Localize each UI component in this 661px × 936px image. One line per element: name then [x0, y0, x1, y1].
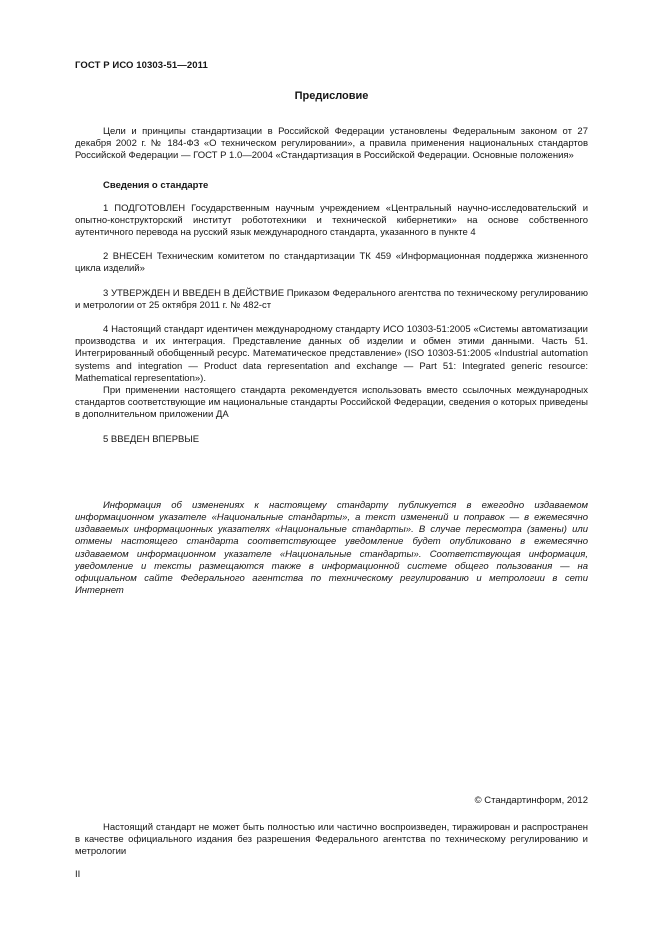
page-number: II [75, 869, 81, 880]
standard-item-4: 4 Настоящий стандарт идентичен международному стандарту ИСО 10303-51:2005 «Системы автоматизации производства и их интеграция. Представление данных об изделии и обмен этими данными. Часть 51. Интегрированный обобщенный ресурс. Математическое представление» (ISO 10303-51:2005 «Industrial automation systems and integration — Product data representation and exchange — Part 51: Integrated generic resource: Mathematical representation»). [75, 324, 588, 384]
intro-paragraph: Цели и принципы стандартизации в Российской Федерации установлены Федеральным законом от 27 декабря 2002 г. № 184-ФЗ «О техническом регулировании», а правила применения национальных стандартов Российской Федерации — ГОСТ Р 1.0—2004 «Стандартизация в Российской Федерации. Основные положения» [75, 126, 588, 162]
changes-note-paragraph: Информация об изменениях к настоящему стандарту публикуется в ежегодно издаваемом информационном указателе «Национальные стандарты», а текст изменений и поправок — в ежемесячно издаваемых информационных указателях «Национальные стандарты». В случае пересмотра (замены) или отмены настоящего стандарта соответствующее уведомление будет опубликовано в ежемесячно издаваемом информационном указателе «Национальные стандарты». Соответствующая информация, уведомление и тексты размещаются также в информационной системе общего пользования — на официальном сайте Федерального агентства по техническому регулированию и метрологии в сети Интернет [75, 499, 588, 597]
doc-number: ГОСТ Р ИСО 10303-51—2011 [75, 60, 208, 71]
copyright-notice: © Стандартинформ, 2012 [474, 795, 588, 806]
standard-item-3: 3 УТВЕРЖДЕН И ВВЕДЕН В ДЕЙСТВИЕ Приказом Федерального агентства по техническому регулированию и метрологии от 25 октября 2011 г. № 482-ст [75, 287, 588, 311]
standard-item-4-continuation: При применении настоящего стандарта рекомендуется использовать вместо ссылочных международных стандартов соответствующие им национальные стандарты Российской Федерации, сведения о которых приведены в дополнительном приложении ДА [75, 385, 588, 421]
standard-item-2: 2 ВНЕСЕН Техническим комитетом по стандартизации ТК 459 «Информационная поддержка жизненного цикла изделий» [75, 251, 588, 275]
standard-item-5: 5 ВВЕДЕН ВПЕРВЫЕ [103, 433, 200, 445]
standard-item-1: 1 ПОДГОТОВЛЕН Государственным научным учреждением «Центральный научно-исследовательский и опытно-конструкторский институт робототехники и технической кибернетики» на основе собственного аутентичного перевода на русский язык международного стандарта, указанного в пункте 4 [75, 202, 588, 239]
distribution-restriction-note: Настоящий стандарт не может быть полностью или частично воспроизведен, тиражирован и распространен в качестве официального издания без разрешения Федерального агентства по техническому регулированию и метрологии [75, 822, 588, 858]
page-title: Предисловие [294, 90, 369, 102]
section-heading: Сведения о стандарте [103, 179, 209, 191]
